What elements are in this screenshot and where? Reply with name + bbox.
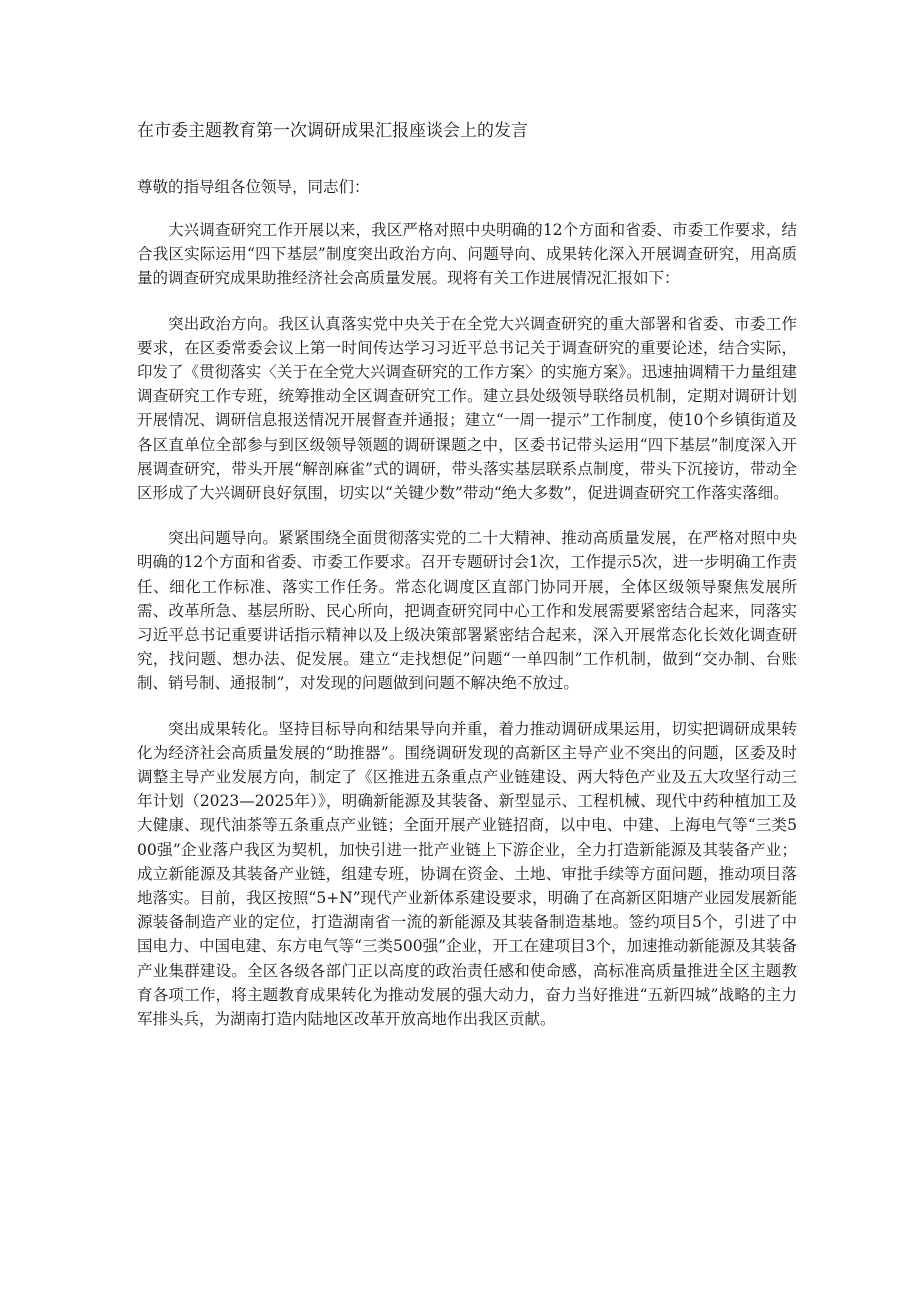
paragraph-results-transformation: 突出成果转化。坚持目标导向和结果导向并重，着力推动调研成果运用，切实把调研成果转化为经济社会高质量发展的“助推器”。围绕调研发现的高新区主导产业不突出的问题，区委及时调整主导产业发展方向，制定了《区推进五条重点产业链建设、两大特色产业及五大攻坚行动三年计划（2023—2025年）》，明确新能源及其装备、新型显示、工程机械、现代中药种植加工及大健康、现代油茶等五条重点产业链；全面开展产业链招商，以中电、中建、上海电气等“三类500强”企业落户我区为契机，加快引进一批产业链上下游企业，全力打造新能源及其装备产业；成立新能源及其装备产业链，组建专班，协调在资金、土地、审批手续等方面问题，推动项目落地落实。目前，我区按照“5+N”现代产业新体系建设要求，明确了在高新区阳塘产业园发展新能源装备制造产业的定位，打造湖南省一流的新能源及其装备制造基地。签约项目5个，引进了中国电力、中国电建、东方电气等“三类500强”企业，开工在建项目3个，加速推动新能源及其装备产业集群建设。全区各级各部门正以高度的政治责任感和使命感，高标准高质量推进全区主题教育各项工作，将主题教育成果转化为推动发展的强大动力，奋力当好推进“五新四城”战略的主力军排头兵，为湖南打造内陆地区改革开放高地作出我区贡献。 bbox=[137, 719, 797, 1029]
document-body bbox=[137, 218, 797, 1052]
paragraph-problem-orientation: 突出问题导向。紧紧围绕全面贯彻落实党的二十大精神、推动高质量发展，在严格对照中央明确的12个方面和省委、市委工作要求。召开专题研讨会1次，工作提示5次，进一步明确工作责任、细化工作标准、落实工作任务。常态化调度区直部门协同开展，全体区级领导聚焦发展所需、改革所急、基层所盼、民心所向，把调查研究同中心工作和发展需要紧密结合起来，同落实习近平总书记重要讲话指示精神以及上级决策部署紧密结合起来，深入开展常态化长效化调查研究，找问题、想办法、促发展。建立“走找想促”问题“一单四制”工作机制，做到“交办制、台账制、销号制、通报制”，对发现的问题做到问题不解决绝不放过。 bbox=[137, 529, 797, 693]
paragraph-political-direction: 突出政治方向。我区认真落实党中央关于在全党大兴调查研究的重大部署和省委、市委工作要求，在区委常委会议上第一时间传达学习习近平总书记关于调查研究的重要论述，结合实际，印发了《贯彻落实〈关于在全党大兴调查研究的工作方案〉的实施方案》。迅速抽调精干力量组建调查研究工作专班，统筹推动全区调查研究工作。建立县处级领导联络员机制，定期对调研计划开展情况、调研信息报送情况开展督查并通报；建立“一周一提示”工作制度，使10个乡镇街道及各区直单位全部参与到区级领导领题的调研课题之中，区委书记带头运用“四下基层”制度深入开展调查研究，带头开展“解剖麻雀”式的调研，带头落实基层联系点制度，带头下沉接访，带动全区形成了大兴调研良好氛围，切实以“关键少数”带动“绝大多数”，促进调查研究工作落实落细。 bbox=[137, 314, 797, 503]
document-title: 在市委主题教育第一次调研成果汇报座谈会上的发言 bbox=[137, 121, 528, 141]
paragraph-intro: 大兴调查研究工作开展以来，我区严格对照中央明确的12个方面和省委、市委工作要求，结合我区实际运用“四下基层”制度突出政治方向、问题导向、成果转化深入开展调查研究，用高质量的调查研究成果助推经济社会高质量发展。现将有关工作进展情况汇报如下： bbox=[137, 221, 797, 288]
salutation: 尊敬的指导组各位领导，同志们： bbox=[137, 178, 370, 196]
